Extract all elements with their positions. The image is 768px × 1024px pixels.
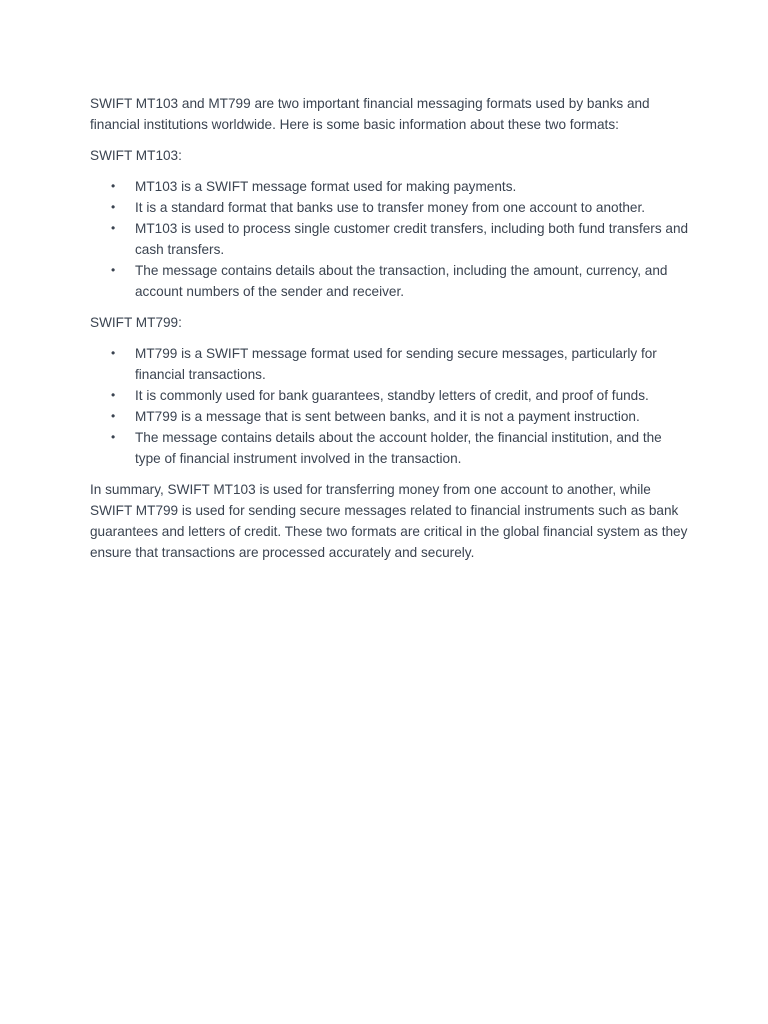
bullet-icon: •: [111, 263, 116, 277]
list-item-text: The message contains details about the transaction, including the amount, currency, and account numbers of the sender and receiver.: [135, 263, 668, 299]
list-item: [90, 343, 690, 385]
section-heading-mt103: SWIFT MT103:: [90, 148, 182, 163]
list-item: [90, 260, 690, 302]
list-item: [90, 427, 690, 469]
bullet-list-mt103: [90, 176, 690, 302]
bullet-icon: •: [111, 200, 116, 214]
list-item: [90, 218, 690, 260]
bullet-list-mt799: [90, 343, 690, 469]
list-item-text: MT103 is used to process single customer credit transfers, including both fund transfers and cash transfers.: [135, 221, 689, 257]
bullet-icon: •: [111, 346, 116, 360]
list-item-text: It is a standard format that banks use to transfer money from one account to another.: [135, 200, 646, 215]
list-item-text: MT799 is a message that is sent between banks, and it is not a payment instruction.: [135, 409, 640, 424]
bullet-icon: •: [111, 388, 116, 402]
list-item: [90, 176, 690, 197]
document-body: [90, 93, 690, 573]
bullet-icon: •: [111, 221, 116, 235]
bullet-icon: •: [111, 430, 116, 444]
list-item-text: The message contains details about the account holder, the financial institution, and the type of financial instrument involved in the transaction.: [135, 430, 662, 466]
list-item: [90, 197, 690, 218]
list-item-text: MT103 is a SWIFT message format used for making payments.: [135, 179, 517, 194]
section-heading-mt799: SWIFT MT799:: [90, 315, 182, 330]
list-item-text: It is commonly used for bank guarantees, standby letters of credit, and proof of funds.: [135, 388, 649, 403]
summary-paragraph: In summary, SWIFT MT103 is used for transferring money from one account to another, while SWIFT MT799 is used for sending secure messages related to financial instruments such as bank guarantees and letters of credit. These two formats are critical in the global financial system as they ensure that transactions are processed accurately and securely.: [90, 482, 688, 560]
intro-paragraph: SWIFT MT103 and MT799 are two important financial messaging formats used by banks and financial institutions worldwide. Here is some basic information about these two formats:: [90, 96, 650, 132]
bullet-icon: •: [111, 409, 116, 423]
bullet-icon: •: [111, 179, 116, 193]
list-item: [90, 406, 690, 427]
list-item: [90, 385, 690, 406]
list-item-text: MT799 is a SWIFT message format used for sending secure messages, particularly for financial transactions.: [135, 346, 657, 382]
